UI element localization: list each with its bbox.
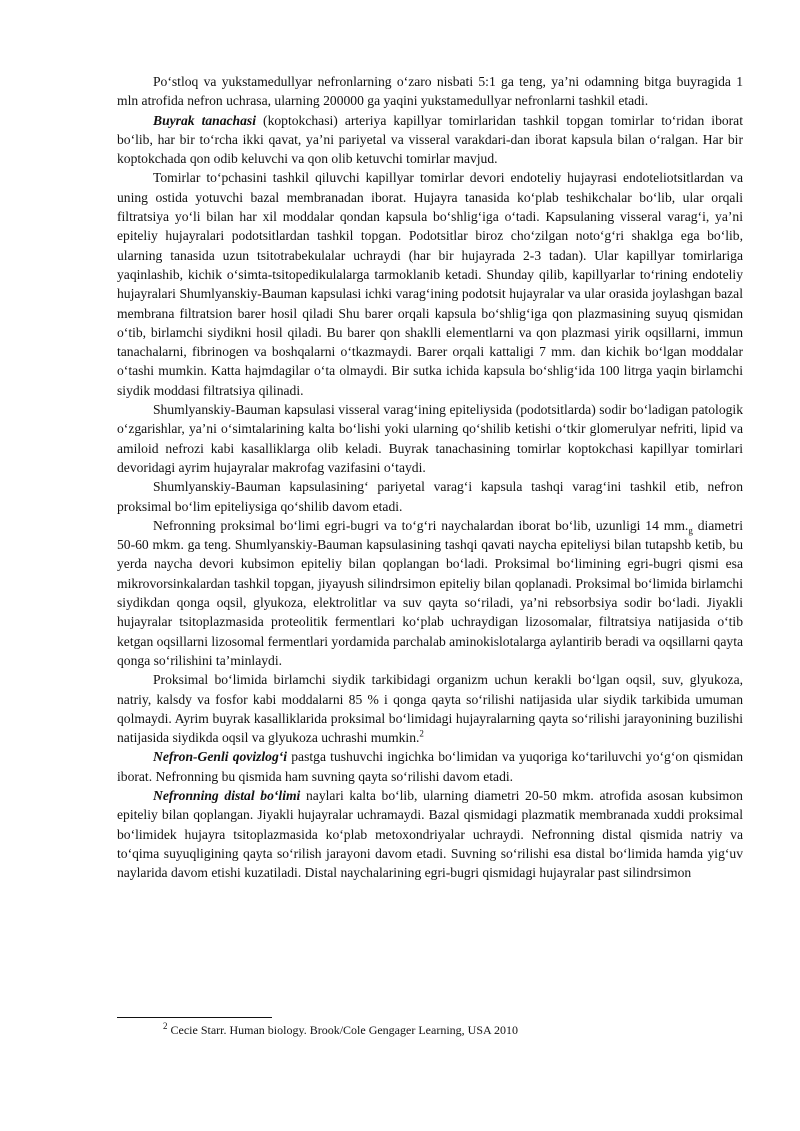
paragraph-text: Po‘stloq va yukstamedullyar nefronlarning o‘zaro nisbati 5:1 ga teng, ya’ni odamning bitga buyragida 1 mln atrofida nefron uchrasa, ularning 200000 ga yaqini yukstamedullyar nefronlarni tashkil etadi.	[117, 74, 743, 109]
footnote-text: Cecie Starr. Human biology. Brook/Cole Gengager Learning, USA 2010	[167, 1023, 518, 1037]
paragraph-loop-of-henle	[117, 747, 743, 786]
paragraph-nephron-ratio	[117, 72, 743, 111]
term-loop-of-henle: Nefron-Genli qovizlog‘i	[153, 749, 288, 765]
paragraph-text: diametri 50-60 mkm. ga teng. Shumlyanskiy-Bauman kapsulasining tashqi qavati naycha epiteliysi bilan tutapshb ketib, bu yerda naycha devori kubsimon epiteliy bilan qoplangan bo‘ladi. Proksimal bo‘limining egri-bugri qismi esa mikrovorsinkalardan tashkil topgan, jiyayush silindrsimon epiteliy bilan qoplanadi. Proksimal bo‘limida birlamchi siydikdan qonga oqsil, glyukoza, elektrolitlar va suv qayta so‘riladi, ya’ni rebsorbsiya sodir bo‘ladi. Jiyakli hujayralar tsitoplazmasida proteolitik fermentlari ko‘plab uchraydigan lizosomalar, filtratsiya natijasida o‘tib ketgan oqsillarni lizosomal fermentlari yordamida parchalab aminokislotalarga aylantirib beradi va oqsillarni qayta qonga so‘rilishini ta’minlaydi.	[117, 517, 743, 668]
paragraph-text: pastga tushuvchi ingichka bo‘limidan va yuqoriga ko‘tariluvchi yo‘g‘on qismidan iborat. Nefronning bu qismida ham suvning qayta so‘rilishi davom etadi.	[117, 749, 743, 784]
paragraph-text: naylari kalta bo‘lib, ularning diametri 20-50 mkm. atrofida asosan kubsimon epiteliy bilan qoplangan. Jiyakli hujayralar uchramaydi. Bazal qismidagi plazmatik membranada xuddi proksimal bo‘limidek hujayra tsitoplazmasida ko‘plab metoxondriyalar uchraydi. Nefronning distal qismida natriy va to‘qima suyuqligining qayta so‘rilish jarayoni davom etadi. Suvning so‘rilishi esa distal bo‘limida hamda yig‘uv naylarida davom etishi kuzatiladi. Distal naychalarining egri-bugri qismidagi hujayralar past silindrsimon	[117, 787, 743, 881]
paragraph-text: Shumlyanskiy-Bauman kapsulasi visseral varag‘ining epiteliysida (podotsitlarda) sodir bo‘ladigan patologik o‘zgarishlar, ya’ni o‘simtalarining kalta bo‘lishi yoki ularning qo‘shilib ketishi o‘tkir glomerulyar nefriti, lipid va amiloid nefrozi kabi kasalliklarga olib keladi. Buyrak tanachasining tomirlar koptokchasi kapillyar tomirlari devoridagi ayrim hujayralar makrofag vazifasini o‘taydi.	[117, 402, 743, 475]
paragraph-renal-corpuscle	[117, 111, 743, 169]
footnote-reference[interactable]: 2	[419, 728, 424, 739]
paragraph-podocyte-pathology	[117, 400, 743, 477]
paragraph-parietal-layer	[117, 477, 743, 516]
document-body	[117, 72, 743, 882]
paragraph-capillary-wall	[117, 168, 743, 400]
subscript: g	[688, 525, 693, 536]
paragraph-text: Tomirlar to‘pchasini tashkil qiluvchi kapillyar tomirlar devori endoteliy hujayrasi endoteliotsitlardan va uning ostida yotuvchi bazal membranadan iborat. Hujayra tanasida ko‘plab teshikchalar bo‘lib, ular orqali filtratsiya yo‘li bilan har xil moddalar qondan kapsula bo‘shlig‘iga o‘tadi. Kapsulaning visseral varag‘i, ya’ni epiteliy hujayralari podotsitlardan tashkil topgan. Podotsitlar biroz cho‘zilgan noto‘g‘ri shaklga ega bo‘lib, ularning tanasida uzun tsitotrabekulalar uchraydi (har bir hujayrada 2-3 tadan). Ular kapillyar tomirlariga yaqinlashib, kichik o‘simta-tsitopedikulalarga tarmoklanib ketadi. Shunday qilib, kapillyarlar to‘rining endoteliy hujayralari Shumlyanskiy-Bauman kapsulasi ichki varag‘ining podotsit hujayralar va ular orasida joylashgan bazal membrana filtratsion barer hosil qiladi Shu barer orqali kapsula bo‘shlig‘iga qon plazmasining suyuq qismidan o‘tib, birlamchi siydikni hosil qiladi. Bu barer qon shaklli elementlarni va qon plazmasi yirik oqsillarni, immun tanachalarni, fibrinogen va boshqalarni o‘tkazmaydi. Barer orqali kattaligi 7 mm. dan kichik bo‘lgan moddalar o‘tashi mumkin. Katta hajmdagilar o‘ta olmaydi. Bir sutka ichida kapsula bo‘shlig‘ida 100 litrga yaqin birlamchi siydik moddasi filtratsiya qilinadi.	[117, 170, 743, 398]
footnote	[163, 1023, 743, 1038]
paragraph-proximal-reabsorption	[117, 670, 743, 747]
paragraph-proximal-tubule	[117, 516, 743, 670]
term-renal-corpuscle: Buyrak tanachasi	[153, 112, 256, 128]
footnote-number: 2	[163, 1021, 168, 1031]
paragraph-text: Nefronning proksimal bo‘limi egri-bugri va to‘g‘ri naychalardan iborat bo‘lib, uzunligi 14 mm.	[153, 517, 689, 533]
term-distal-tubule: Nefronning distal bo‘limi	[153, 787, 301, 803]
paragraph-text: Shumlyanskiy-Bauman kapsulasining‘ pariyetal varag‘i kapsula tashqi varag‘ini tashkil etib, nefron proksimal bo‘lim epiteliysiga qo‘shilib davom etadi.	[117, 479, 743, 514]
paragraph-distal-tubule	[117, 786, 743, 882]
paragraph-text: Proksimal bo‘limida birlamchi siydik tarkibidagi organizm uchun kerakli bo‘lgan oqsil, suv, glyukoza, natriy, kalsdy va fosfor kabi moddalarni 85 % i qonga qayta so‘rilishi natijasida ular siydik tarkibida umuman qolmaydi. Ayrim buyrak kasalliklarida proksimal bo‘limidagi hujayralarning qayta so‘rilishi jarayonining buzilishi natijasida siydikda oqsil va glyukoza uchrashi mumkin.	[117, 672, 743, 746]
footnote-divider	[117, 1017, 272, 1018]
paragraph-text: (koptokchasi) arteriya kapillyar tomirlaridan tashkil topgan tomirlar to‘ridan iborat bo‘lib, har bir to‘rcha ikki qavat, ya’ni pariyetal va visseral varakdari-dan iborat kapsula bilan o‘ralgan. Har bir koptokchada qon odib keluvchi va qon olib ketuvchi tomirlar mavjud.	[117, 112, 743, 167]
